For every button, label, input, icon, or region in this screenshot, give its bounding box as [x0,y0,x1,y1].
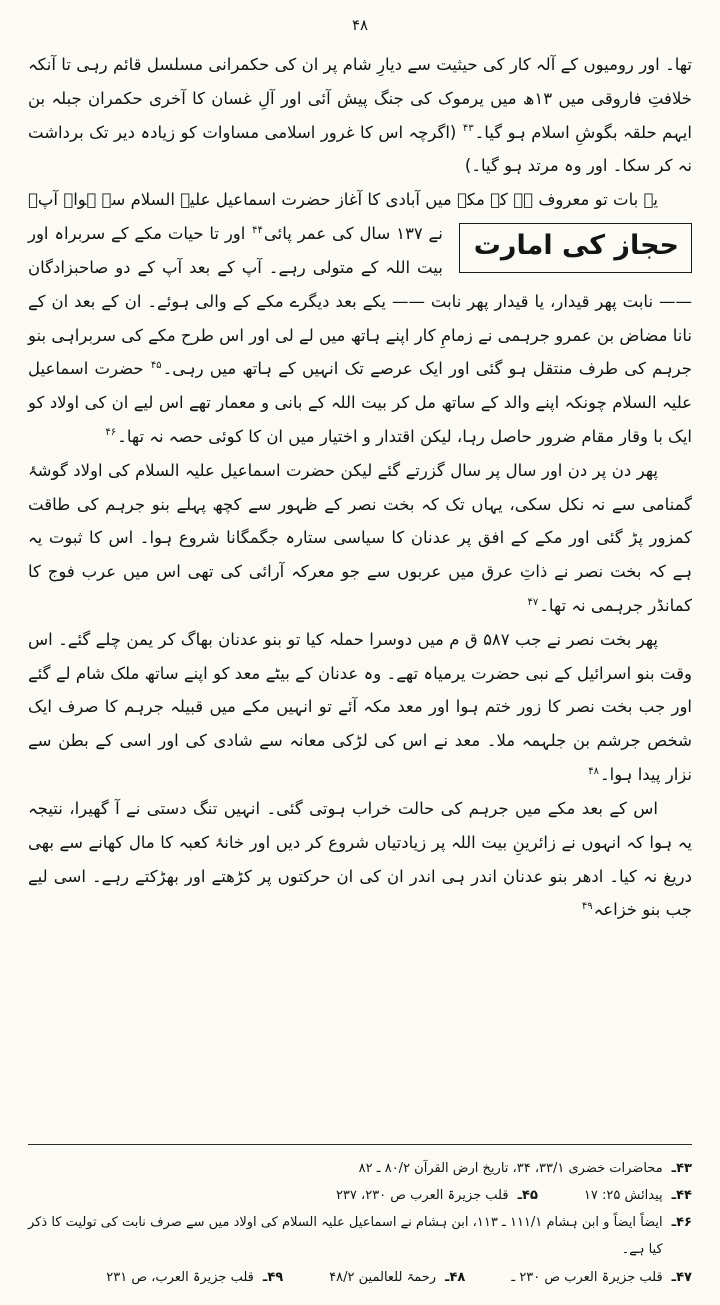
footnote-marker: ۴۴ [252,224,263,236]
footnote-item [359,1155,692,1182]
footnote-item [511,1264,692,1291]
footnote-marker: ۴۹ [581,900,593,912]
footnote-text: قلب جزیرۃ العرب ص ۲۳۰ ـ [511,1269,663,1285]
footnote-marker: ۴۵ [150,359,162,371]
footnote-marker: ۴۸ [588,765,599,777]
footnote-item [28,1209,692,1264]
paragraph-bakht-nasr-second-attack: پھر بخت نصر نے جب ۵۸۷ ق م میں دوسرا حملہ کیا تو بنو عدنان بھاگ کر یمن چلے گئے۔ اس وقت بنو اسرائیل کے نبی حضرت یرمیاہ تھے۔ وہ عدنان کے بیٹے معد کو اپنے ساتھ ملک شام لے گئے اور جب بخت نصر کا زور ختم ہوا اور معد مکہ آئے تو انہیں مکے میں قبیلہ جرہم کا صرف ایک شخص جرشم بن جلہمہ ملا۔ معد نے اس کی لڑکی معانہ سے شادی کی اور اسی کے بطن سے نزار پیدا ہوا۔$^{۴۸}$ [28,629,692,785]
footnote-number: ۴۴ـ [671,1187,692,1203]
footnote-marker: ۴۳ [462,123,474,135]
footnote-text: ایضاً ایضاً و ابن ہشام ۱۱۱/۱ ـ ۱۱۳، ابن ہشام نے اسماعیل علیہ السلام کی اولاد میں سے صرف نابت کی تولیت کا ذکر کیا ہے۔ [28,1215,663,1258]
footnote-row [28,1182,692,1209]
footnote-block [28,1144,692,1291]
paragraph-hijaz-emirate: حجاز کی امارت نے ۱۳۷ سال کی عمر پائی$^{۴۴}$ اور تا حیات مکے کے سربراہ اور بیت اللہ کے متولی رہے۔ آپ کے بعد آپ کے دو صاحبزادگان —— نابت پھر قیدار، یا قیدار پھر نابت —— یکے بعد دیگرے مکے کے والی ہوئے۔ ان کے بعد ان کے نانا مضاض بن عمرو جرہمی نے زمامِ کار اپنے ہاتھ میں لے لی اور اس طرح مکے کی سربراہی بنو جرہم کی طرف منتقل ہو گئی اور ایک عرصے تک انہیں کے ہاتھ میں رہی۔$^{۴۵}$ حضرت اسماعیل علیہ السلام چونکہ اپنے والد کے ساتھ مل کر بیت اللہ کے بانی و معمار تھے اس لیے ان کی اولاد کو ایک با وقار مقام ضرور حاصل رہا، لیکن اقتدار و اختیار میں ان کا کوئی حصہ نہ تھا۔$^{۴۶}$ [28,224,692,446]
footnote-number: ۴۳ـ [671,1160,692,1176]
footnote-divider [28,1144,692,1145]
paragraph-jurhum-decline: پھر دن پر دن اور سال پر سال گزرتے گئے لیکن حضرت اسماعیل علیہ السلام کی اولاد گوشۂ گمنامی سے نہ نکل سکی، یہاں تک کہ بخت نصر کے ظہور سے کچھ پہلے بنو جرہم کی طاقت کمزور پڑ گئی اور مکے کے افق پر عدنان کا سیاسی ستارہ جگمگانا شروع ہوا۔ اس کا ثبوت یہ ہے کہ بخت نصر نے ذاتِ عرق میں عربوں سے جو معرکہ آرائی کی تھی اس میں عرب فوج کا کمانڈر جرہمی نہ تھا۔$^{۴۷}$ [28,460,692,615]
body-text [28,48,692,927]
footnote-text: قلب جزیرۃ العرب ص ۲۳۰، ۲۳۷ [335,1187,509,1203]
footnote-text: قلب جزیرۃ العرب، ص ۲۳۱ [106,1269,254,1285]
paragraph-jurhum-corruption: اس کے بعد مکے میں جرہم کی حالت خراب ہوتی گئی۔ انہیں تنگ دستی نے آ گھیرا، نتیجہ یہ ہوا کہ انہوں نے زائرینِ بیت اللہ پر زیادتیاں شروع کر دیں اور خانۂ کعبہ کا مال کھانے سے بھی دریغ نہ کیا۔ ادھر بنو عدنان اندر ہی اندر ان کی ان حرکتوں پر کڑھتے اور بھڑکتے رہے۔ اسی لیے جب بنو خزاعہ$^{۴۹}$ [28,798,692,920]
section-heading: حجاز کی امارت [459,223,692,273]
footnote-number: ۴۸ـ [445,1269,466,1285]
footnote-item [584,1182,692,1209]
footnote-number: ۴۹ـ [262,1269,284,1285]
footnote-number: ۴۶ـ [671,1215,692,1231]
footnotes-list [28,1155,692,1291]
footnote-row [28,1155,692,1182]
footnote-item [106,1264,283,1291]
footnote-text: پیدائش ۲۵: ۱۷ [583,1187,663,1203]
page-number: ۴۸ [351,16,369,34]
footnote-marker: ۴۷ [527,596,539,608]
footnote-item [336,1182,538,1209]
footnote-item [329,1264,465,1291]
paragraph-hijaz-intro-line: یہ بات تو معروف ہے کہ مکے میں آبادی کا آغاز حضرت اسماعیل علیہ السلام سے ہوا۔ آپؑ [28,190,658,210]
footnote-text: محاضرات خضری ۳۳/۱، ۳۴، تاریخ ارض القرآن ۸۰/۲ ـ ۸۲ [358,1160,663,1176]
footnote-row [28,1209,692,1264]
paragraph-ghassan-continuation: تھا۔ اور رومیوں کے آلہ کار کی حیثیت سے دیارِ شام پر ان کی حکمرانی مسلسل قائم رہی تا آنکہ خلافتِ فاروقی میں ۱۳ھ میں یرموک کی جنگ پیش آئی اور آلِ غسان کا آخری حکمران جبلہ بن ایہم حلقہ بگوشِ اسلام ہو گیا۔$^{۴۳}$ (اگرچہ اس کا غرور اسلامی مساوات کو زیادہ دیر تک برداشت نہ کر سکا۔ اور وہ مرتد ہو گیا۔) [28,55,692,176]
footnote-number: ۴۷ـ [671,1269,692,1285]
footnote-number: ۴۵ـ [517,1187,538,1203]
footnote-marker: ۴۶ [105,427,117,439]
footnote-text: رحمۃ للعالمین ۴۸/۲ [329,1269,437,1285]
footnote-row [28,1264,692,1291]
